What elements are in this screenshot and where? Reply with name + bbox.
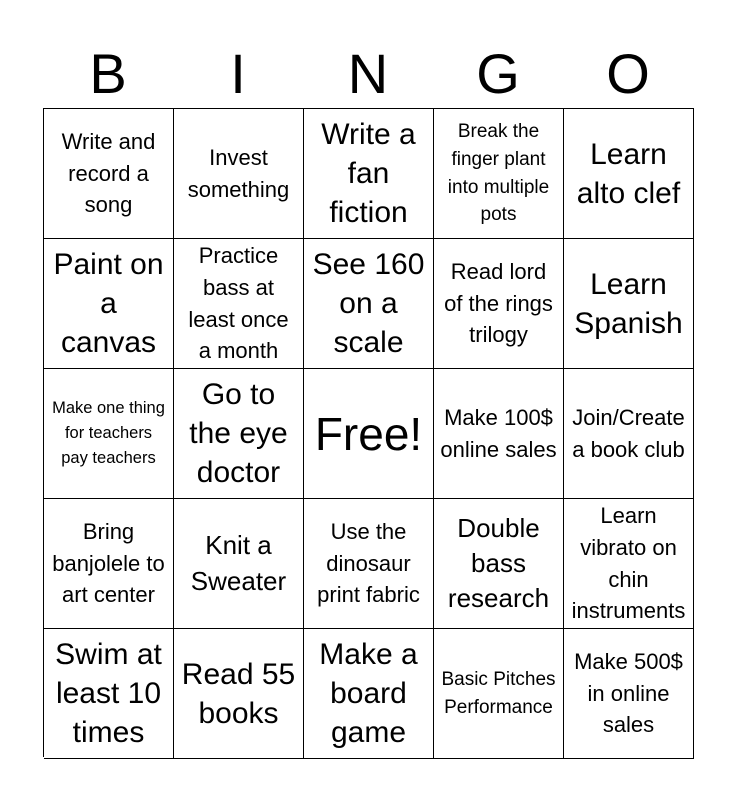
bingo-cell[interactable] [44, 239, 174, 369]
bingo-cell-text: Write a fan fiction [321, 118, 416, 229]
bingo-cell[interactable] [44, 369, 174, 499]
bingo-cell[interactable] [434, 239, 564, 369]
bingo-cell[interactable] [434, 629, 564, 759]
bingo-cell-text: Read 55 books [181, 657, 296, 730]
bingo-cell-text: Join/Create a book club [572, 404, 685, 462]
bingo-cell[interactable] [564, 499, 694, 629]
bingo-cell[interactable] [304, 629, 434, 759]
bingo-cell-text: Bring banjolele to art center [52, 518, 165, 608]
bingo-cell[interactable] [44, 109, 174, 239]
header-letter-g: G [476, 42, 520, 105]
bingo-cell[interactable] [44, 499, 174, 629]
bingo-cell[interactable] [564, 369, 694, 499]
bingo-cell[interactable] [434, 109, 564, 239]
bingo-cell-text: Practice bass at least once a month [188, 242, 289, 364]
bingo-cell[interactable] [174, 369, 304, 499]
bingo-cell-text: Learn Spanish [574, 267, 683, 340]
header-letter-i: I [230, 42, 246, 105]
bingo-cell[interactable] [174, 109, 304, 239]
bingo-cell[interactable] [174, 629, 304, 759]
bingo-cell[interactable] [564, 239, 694, 369]
bingo-cell-text: Write and record a song [61, 128, 156, 218]
header-letter-b: B [89, 42, 127, 105]
bingo-cell[interactable] [304, 109, 434, 239]
bingo-cell-text: Make one thing for teachers pay teachers [52, 399, 165, 467]
bingo-cell-text: Knit a Sweater [190, 530, 287, 596]
bingo-cell-text: Read lord of the rings trilogy [444, 258, 553, 348]
bingo-cell-text: See 160 on a scale [312, 248, 425, 359]
bingo-cell[interactable] [304, 239, 434, 369]
bingo-cell[interactable] [174, 499, 304, 629]
bingo-cell-text: Make 500$ in online sales [574, 648, 683, 738]
bingo-cell-text: Basic Pitches Performance [441, 668, 556, 718]
header-letter-n: N [347, 42, 389, 105]
bingo-cell[interactable] [434, 369, 564, 499]
bingo-cell-text: Break the finger plant into multiple pots [447, 121, 550, 226]
header-letter-o: O [606, 42, 650, 105]
bingo-cell-text: Double bass research [447, 512, 550, 614]
bingo-cell[interactable] [174, 239, 304, 369]
bingo-cell-text: Make a board game [319, 638, 418, 749]
bingo-header [43, 40, 693, 108]
bingo-cell[interactable] [304, 499, 434, 629]
bingo-cell-text: Paint on a canvas [53, 248, 164, 359]
bingo-grid [43, 108, 694, 757]
bingo-cell-text: Free! [314, 407, 423, 460]
bingo-cell-text: Go to the eye doctor [189, 378, 288, 489]
bingo-cell[interactable] [564, 629, 694, 759]
bingo-cell-free[interactable] [304, 369, 434, 499]
bingo-cell-text: Invest something [187, 144, 290, 202]
bingo-cell[interactable] [564, 109, 694, 239]
bingo-cell-text: Learn alto clef [576, 137, 681, 210]
bingo-cell-text: Swim at least 10 times [55, 638, 162, 749]
bingo-cell[interactable] [434, 499, 564, 629]
bingo-cell-text: Use the dinosaur print fabric [317, 518, 420, 608]
bingo-cell-text: Learn vibrato on chin instruments [571, 502, 686, 624]
bingo-cell-text: Make 100$ online sales [440, 404, 557, 462]
bingo-cell[interactable] [44, 629, 174, 759]
